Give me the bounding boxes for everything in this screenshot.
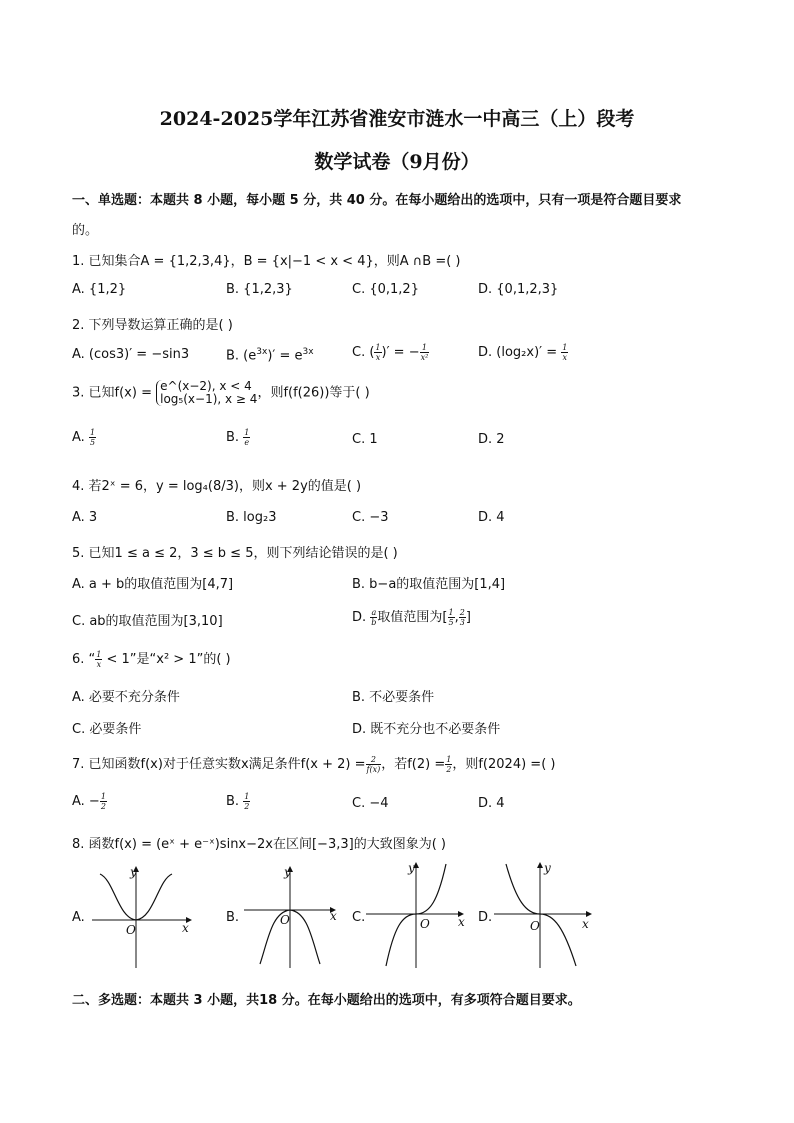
q3-option-b: B. $\frac{1}{e}$	[226, 428, 250, 447]
q7-option-c: C. −4	[352, 796, 389, 811]
q5-option-d: D. $\frac{a}{b}$ 取值范围为[ $\frac{1}{5}$ , $\frac{2}{3}$ ]	[352, 608, 471, 627]
svg-text:O: O	[420, 917, 430, 931]
q5-stem: 5. 已知1 ≤ a ≤ 2，3 ≤ b ≤ 5，则下列结论错误的是( )	[72, 546, 398, 561]
q3-option-d: D. 2	[478, 432, 505, 447]
section1-heading: 一、单选题：本题共 8 小题，每小题 5 分，共 40 分。在每小题给出的选项中，只有一项是符合题目要求	[72, 193, 682, 208]
q7-stem: 7. 已知函数f(x)对于任意实数x满足条件f(x + 2) = $\frac{2}{f(x)}$ ，若f(2) = $\frac{1}{2}$ ，则f(2024) =( )	[72, 755, 556, 774]
q3-option-a: A. $\frac{1}{5}$	[72, 428, 96, 447]
q2-option-a: A. (cos3)′ = −sin3	[72, 347, 190, 362]
svg-text:O: O	[280, 913, 290, 927]
q4-stem: 4. 若2ˣ = 6，y = log₄(8/3)，则x + 2y的值是( )	[72, 479, 362, 494]
q6-option-a: A. 必要不充分条件	[72, 690, 180, 705]
q2-option-c: C. ( $\frac{1}{x}$ )′ = − $\frac{1}{\text{x²}}$	[352, 343, 429, 362]
q3-option-c: C. 1	[352, 432, 378, 447]
q5-option-b: B. b−a的取值范围为[1,4]	[352, 577, 506, 592]
q2-option-d: D. (log₂x)′ = $\frac{1}{x}$	[478, 343, 568, 362]
q8-graph-b	[240, 860, 350, 970]
q4-option-c: C. −3	[352, 510, 389, 525]
q1-option-a: A. {1,2}	[72, 282, 127, 297]
q6-option-d: D. 既不充分也不必要条件	[352, 722, 501, 737]
q3-piecewise: e^(x−2), x < 4 log₅(x−1), x ≥ 4	[156, 380, 257, 406]
svg-text:y: y	[284, 865, 291, 879]
q7-option-d: D. 4	[478, 796, 505, 811]
q4-option-a: A. 3	[72, 510, 98, 525]
q1-option-c: C. {0,1,2}	[352, 282, 419, 297]
svg-text:x: x	[182, 921, 189, 935]
section1-heading-cont: 的。	[72, 223, 99, 238]
svg-text:x: x	[458, 915, 465, 929]
q6-option-c: C. 必要条件	[72, 722, 142, 737]
q2-option-b: B. $(e^{3x})' = e^{3x}$	[226, 347, 314, 364]
svg-text:O: O	[530, 919, 540, 933]
q8-graph-label-c: C.	[352, 910, 366, 925]
svg-text:x: x	[330, 909, 337, 923]
svg-text:y: y	[130, 865, 137, 879]
q1-option-b: B. {1,2,3}	[226, 282, 293, 297]
q8-graph-c	[362, 858, 472, 970]
section2-heading: 二、多选题：本题共 3 小题，共18 分。在每小题给出的选项中，有多项符合题目要求。	[72, 993, 581, 1008]
svg-text:y: y	[408, 861, 415, 875]
q6-stem: 6. “ $\frac{1}{x}$ < 1”是“x² > 1”的( )	[72, 650, 231, 669]
q6-option-b: B. 不必要条件	[352, 690, 435, 705]
svg-text:x: x	[582, 917, 589, 931]
svg-text:y: y	[544, 861, 551, 875]
q3-stem: 3. 已知f(x) = e^(x−2), x < 4 log₅(x−1), x ≥ 4，则f(f(26))等于( )	[72, 379, 370, 406]
q2-stem: 2. 下列导数运算正确的是( )	[72, 318, 233, 333]
q8-stem: 8. 函数f(x) = (eˣ + e⁻ˣ)sinx−2x在区间[−3,3]的大致图象为( )	[72, 837, 446, 852]
q1-stem: 1. 已知集合A = {1,2,3,4}，B = {x|−1 < x < 4}，则A ∩B =( )	[72, 254, 461, 269]
q8-graph-a	[88, 860, 198, 970]
q5-option-c: C. ab的取值范围为[3,10]	[72, 614, 223, 629]
q8-graph-label-b: B.	[226, 910, 240, 925]
q8-graph-label-d: D.	[478, 910, 493, 925]
q1-option-d: D. {0,1,2,3}	[478, 282, 559, 297]
q8-graph-label-a: A.	[72, 910, 85, 925]
q5-option-a: A. a + b的取值范围为[4,7]	[72, 577, 234, 592]
q7-option-b: B. $\frac{1}{2}$	[226, 792, 250, 811]
q4-option-d: D. 4	[478, 510, 505, 525]
q8-graph-d	[490, 858, 600, 970]
exam-title-line1: 2024-2025学年江苏省淮安市涟水一中高三（上）段考	[159, 108, 635, 130]
svg-text:O: O	[126, 923, 136, 937]
q4-option-b: B. log₂3	[226, 510, 277, 525]
q7-option-a: A. − $\frac{1}{2}$	[72, 792, 106, 811]
exam-title-line2: 数学试卷（9月份）	[314, 151, 480, 173]
